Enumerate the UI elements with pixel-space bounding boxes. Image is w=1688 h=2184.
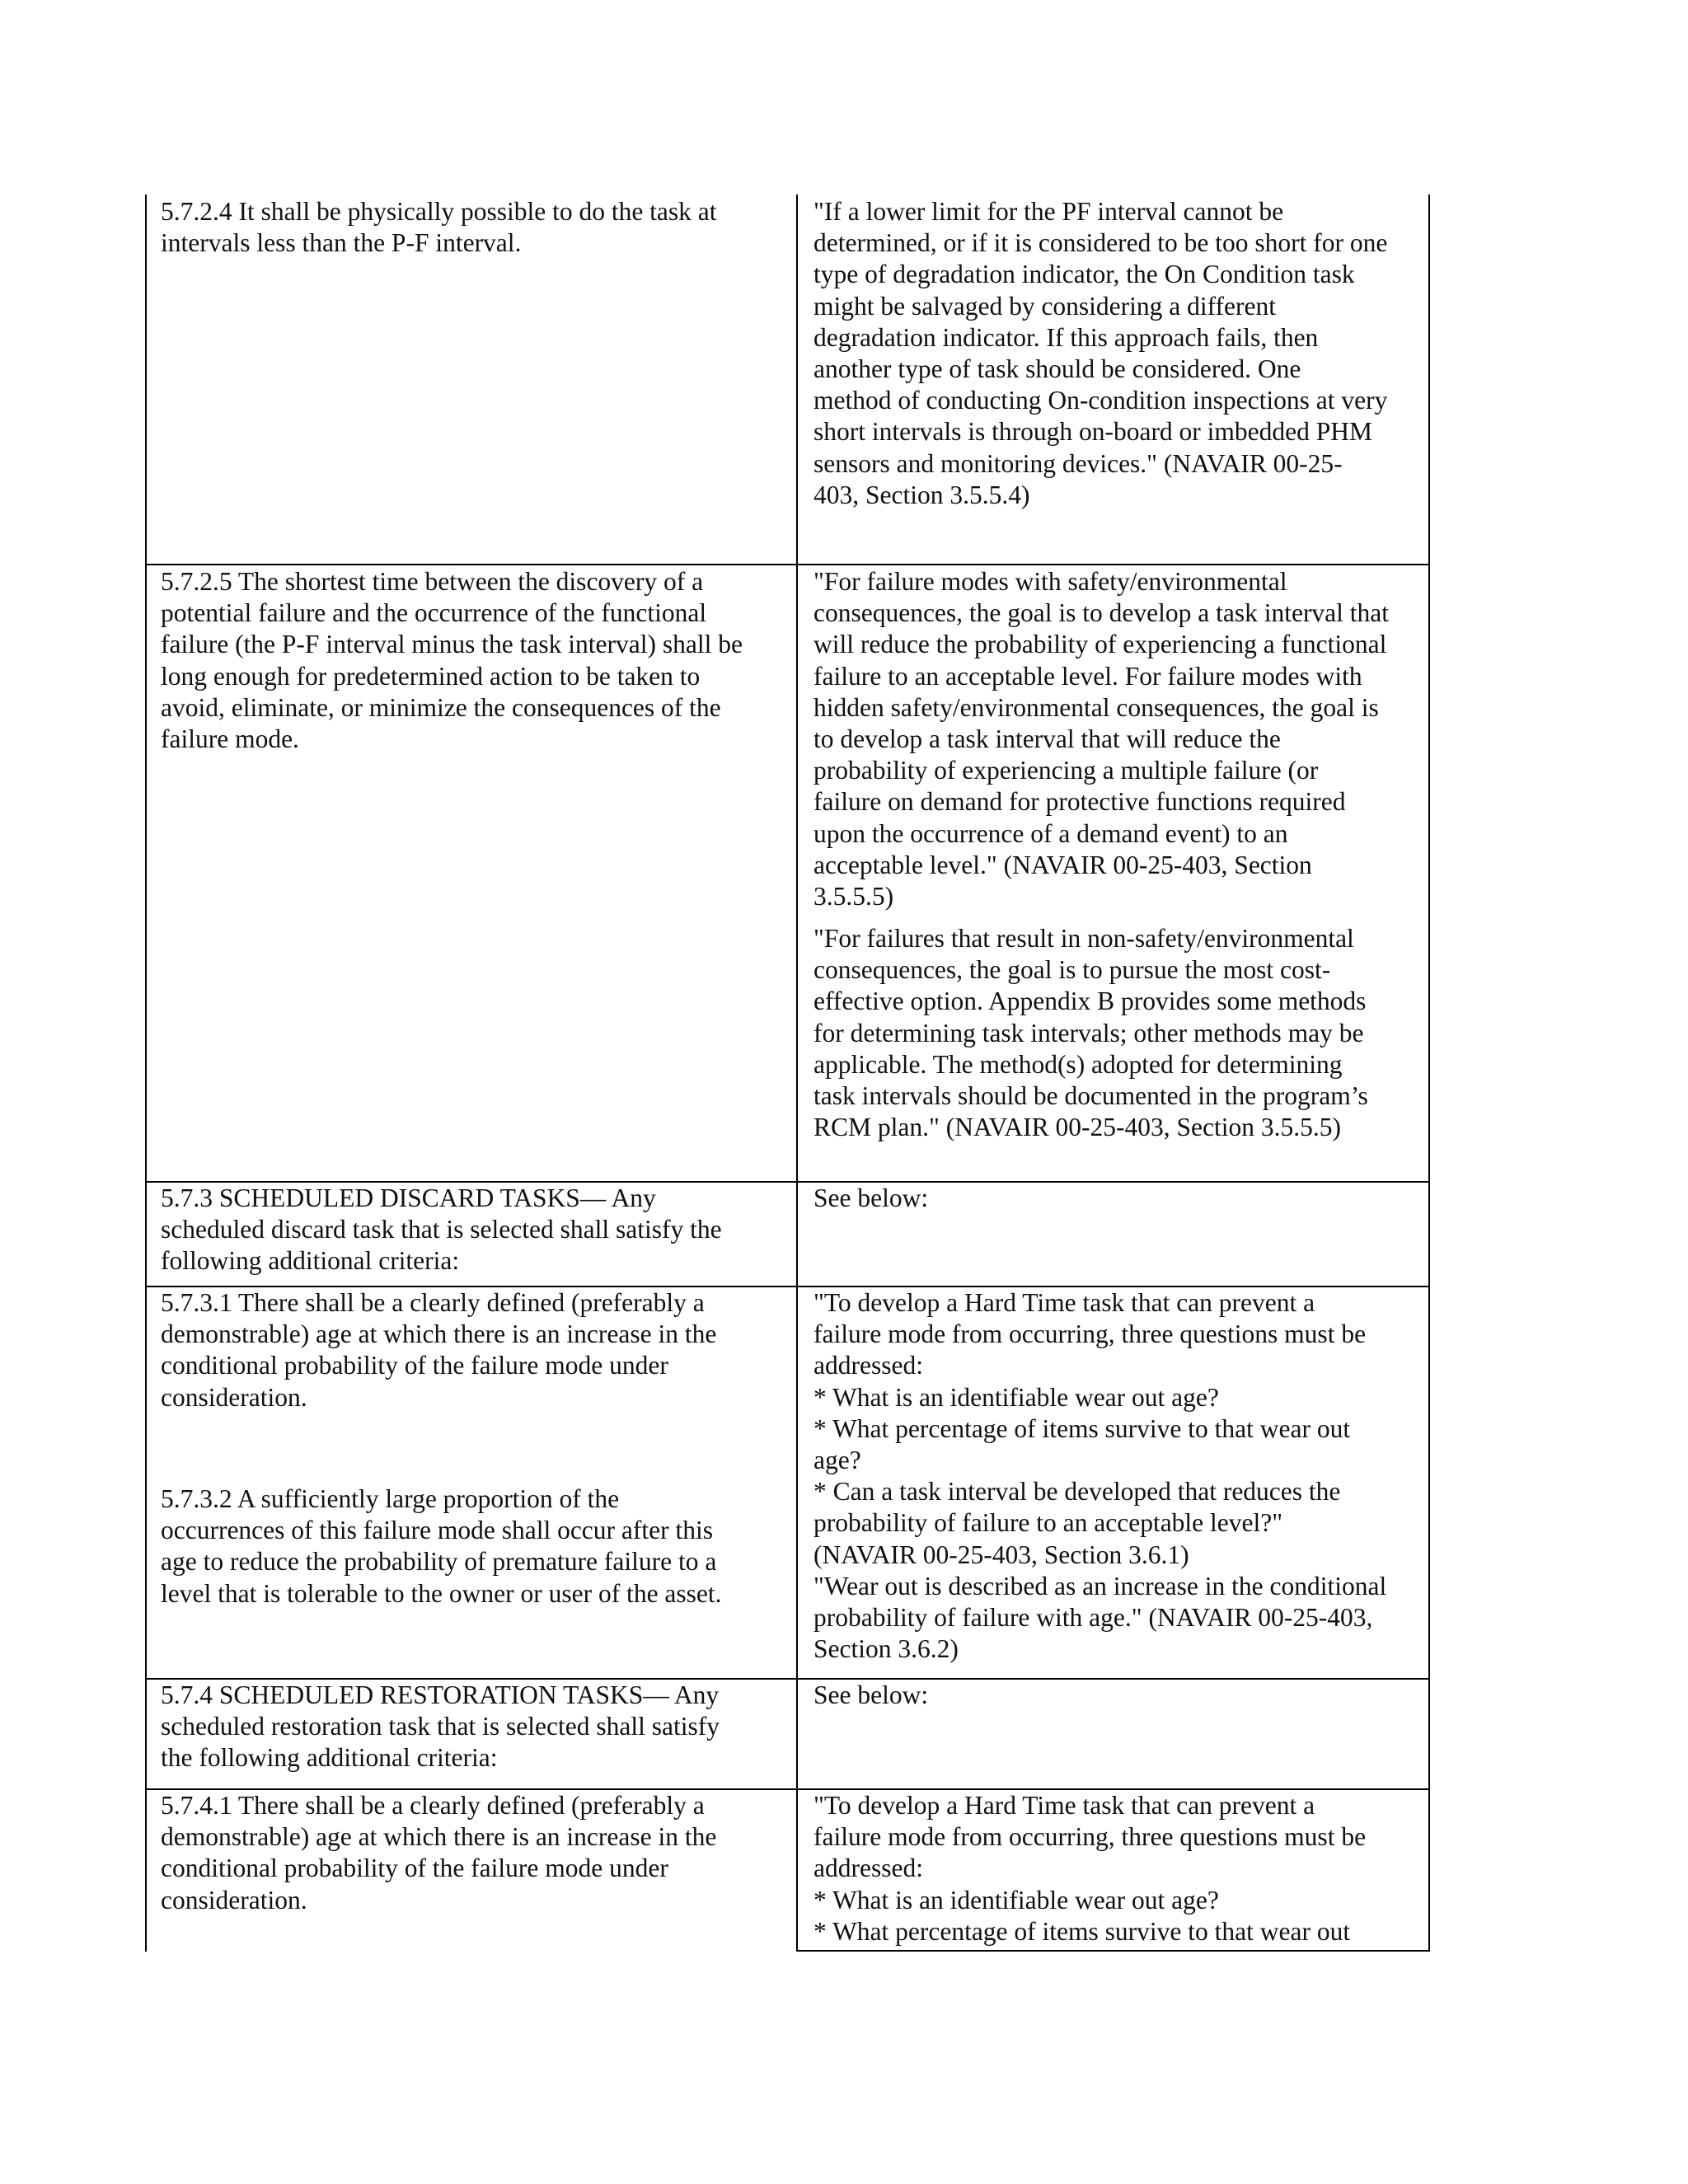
- requirement-text: 5.7.2.5 The shortest time between the discovery of a potential failure and the occurrence of the functional failure (the P-F interval minus the task interval) shall be long enough for predetermined action to be taken to avoid, eliminate, or minimize the consequences of the failure mode.: [161, 567, 743, 754]
- guidance-text: "For failures that result in non-safety/environmental consequences, the goal is to pursue the most cost- effective option. Appendix B provides some methods for determining task intervals; other methods may be applicable. The method(s) adopted for determining task intervals should be documented in the program’s RCM plan." (NAVAIR 00-25-403, Section 3.5.5.5): [814, 924, 1368, 1142]
- guidance-text: "To develop a Hard Time task that can prevent a failure mode from occurring, three questions must be addressed: * What is an identifiable wear out age? * What percentage of items survive to that wear out: [814, 1791, 1367, 1946]
- guidance-text: See below:: [814, 1680, 929, 1709]
- guidance-text: "If a lower limit for the PF interval cannot be determined, or if it is considered to be too short for one type of degradation indicator, the On Condition task might be salvaged by considering a different degradation indicator. If this approach fails, then another type of task should be considered. One method of conducting On-condition inspections at very short intervals is through on-board or imbedded PHM sensors and monitoring devices." (NAVAIR 00-25- 403, Section 3.5.5.4): [814, 197, 1388, 509]
- requirement-text: 5.7.3 SCHEDULED DISCARD TASKS— Any scheduled discard task that is selected shall satisfy the following additional criteria:: [161, 1183, 722, 1276]
- requirement-text: 5.7.2.4 It shall be physically possible to do the task at intervals less than the P-F interval.: [161, 197, 717, 258]
- table-border-left: [145, 194, 147, 1952]
- guidance-text: "For failure modes with safety/environmental consequences, the goal is to develop a task interval that will reduce the probability of experiencing a functional failure to an acceptable level. For failure modes with hidden safety/environmental consequences, the goal is to develop a task interval that will reduce the probability of experiencing a multiple failure (or failure on demand for protective functions required upon the occurrence of a demand event) to an acceptable level." (NAVAIR 00-25-403, Section 3.5.5.5): [814, 567, 1390, 912]
- requirement-text: 5.7.3.1 There shall be a clearly defined (preferably a demonstrable) age at which there is an increase in the conditional probability of the failure mode under consideration.: [161, 1288, 717, 1412]
- requirement-text: 5.7.4.1 There shall be a clearly defined (preferably a demonstrable) age at which there is an increase in the conditional probability of the failure mode under consideration.: [161, 1791, 717, 1915]
- requirement-text: 5.7.3.2 A sufficiently large proportion of the occurrences of this failure mode shall occur after this age to reduce the probability of premature failure to a level that is tolerable to the owner or user of the asset.: [161, 1484, 722, 1608]
- guidance-text: "To develop a Hard Time task that can prevent a failure mode from occurring, three questions must be addressed: * What is an identifiable wear out age? * What percentage of items survive to that wear out age? * Can a task interval be developed that reduces the probability of failure to an acceptable level?" (NAVAIR 00-25-403, Section 3.6.1) "Wear out is described as an increase in the conditional probability of failure with age." (NAVAIR 00-25-403, Section 3.6.2): [814, 1288, 1387, 1664]
- row-divider: [145, 564, 1430, 565]
- table-border-bottom-right: [796, 1950, 1430, 1952]
- guidance-text: See below:: [814, 1183, 929, 1212]
- requirement-text: 5.7.4 SCHEDULED RESTORATION TASKS— Any scheduled restoration task that is selected shall satisfy the following additional criteria:: [161, 1680, 720, 1773]
- table-border-middle: [796, 194, 798, 1952]
